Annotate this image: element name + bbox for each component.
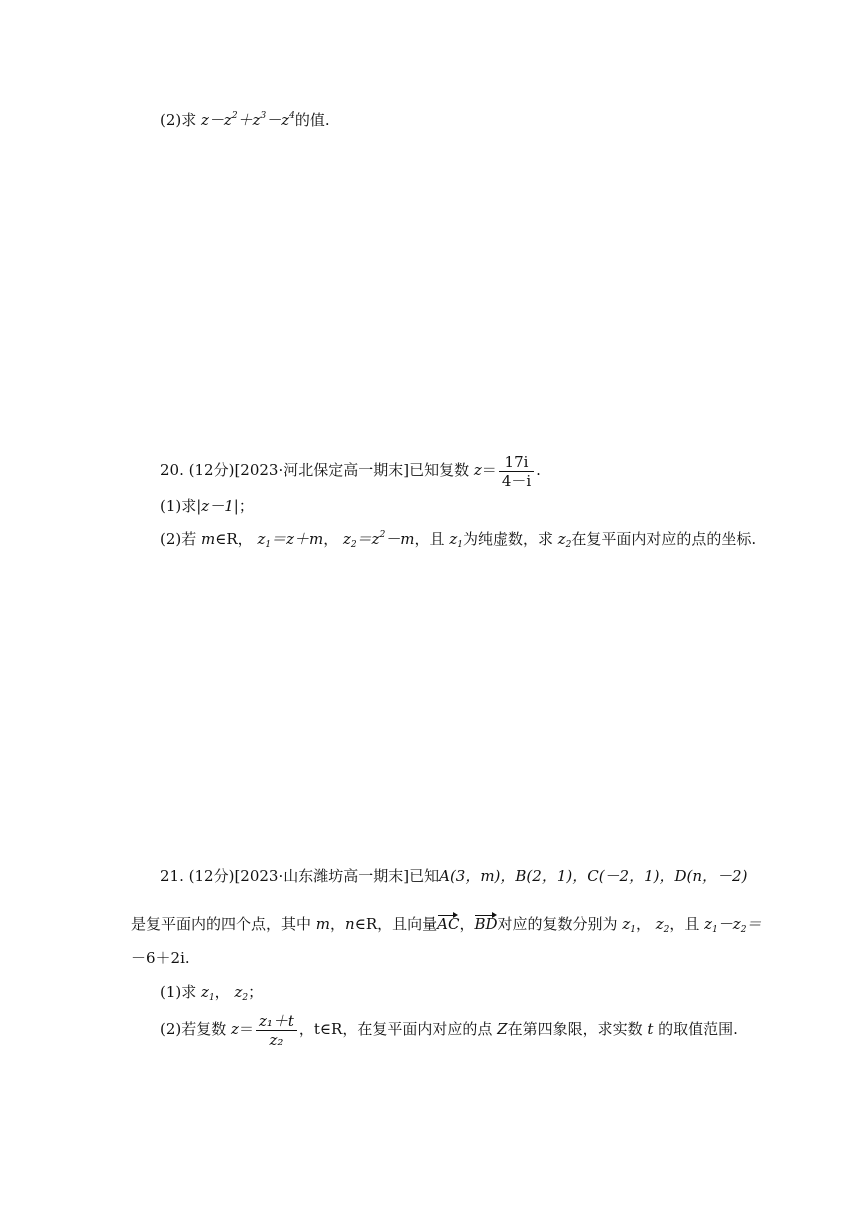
q19-part2 bbox=[160, 110, 330, 130]
q20-fraction-denominator: 4－i bbox=[501, 471, 532, 490]
q21-line2: 是复平面内的四个点，其中 m，n∈R，且向量AC，BD对应的复数分别为 $z_1$， $z_2$，且 $z_1-z_2=$ bbox=[131, 912, 761, 934]
q21-part1-label: (1)求 bbox=[160, 983, 197, 1001]
q20-stem-text: 已知复数 bbox=[409, 461, 470, 479]
q21-stem-text: 已知 bbox=[409, 867, 440, 885]
q21-part2: (2)若复数 z＝ $\frac{\text{z₁＋t}}{\text{z₂}}$ ，t∈R，在复平面内对应的点 Z在第四象限，求实数 t 的取值范围. bbox=[160, 1011, 738, 1049]
q21-line2-b: ∈R，且向量 bbox=[354, 915, 438, 933]
q20-part2: (2)若 m∈R， $z_1=z+m$， $z_2=z^2-m$，且 $z_1$为纯虚数，求 $z_2$在复平面内对应的点的坐标. bbox=[160, 530, 757, 550]
q21-line3-text: －6＋2i. bbox=[131, 949, 190, 967]
q20-number: 20. bbox=[160, 461, 184, 479]
q20-source: [2023·河北保定高一期末] bbox=[234, 461, 410, 479]
q21-line3 bbox=[131, 948, 190, 968]
q21-score: (12分) bbox=[188, 867, 235, 885]
q21-source: [2023·山东潍坊高一期末] bbox=[234, 867, 410, 885]
q19-part2-expression: $z-z^2+z^3-z^4$ bbox=[201, 111, 295, 129]
q20-part2-text-b: 为纯虚数，求 bbox=[462, 530, 553, 548]
q20-part1-label: (1)求 bbox=[160, 497, 197, 515]
q21-part2-text-a: ，t∈R，在复平面内对应的点 bbox=[298, 1020, 493, 1038]
q20-stem: 20. (12分)[2023·河北保定高一期末]已知复数 z＝ $\frac{17i}{4-i}$ . bbox=[160, 452, 541, 490]
q20-part1 bbox=[160, 496, 254, 516]
q20-z2-def: $z_2=z^2-m$ bbox=[343, 530, 415, 550]
q20-part2-label: (2)若 bbox=[160, 530, 197, 548]
q21-number: 21. bbox=[160, 867, 184, 885]
q20-part1-expression: |z－1| bbox=[196, 497, 239, 515]
q20-fraction bbox=[499, 453, 534, 490]
q21-vector-bd: BD bbox=[474, 912, 497, 934]
q21-fraction-numerator: z₁＋t bbox=[256, 1012, 297, 1031]
q21-part1: (1)求 $z_1$， $z_2$； bbox=[160, 983, 264, 1003]
q21-line2-a: 是复平面内的四个点，其中 bbox=[131, 915, 312, 933]
q20-fraction-numerator: 17i bbox=[499, 453, 534, 472]
q20-part1-tail: ； bbox=[238, 497, 254, 515]
q20-score: (12分) bbox=[188, 461, 235, 479]
q19-part2-tail: 的值. bbox=[294, 111, 330, 129]
q21-part2-label: (2)若复数 bbox=[160, 1020, 227, 1038]
q21-stem bbox=[160, 866, 747, 886]
q20-z-var: z bbox=[473, 461, 482, 479]
q21-vector-ac: AC bbox=[437, 912, 459, 934]
q21-fraction bbox=[256, 1012, 297, 1049]
q19-part2-label: (2)求 bbox=[160, 111, 197, 129]
q21-part2-text-c: 的取值范围. bbox=[658, 1020, 738, 1038]
q20-part2-text-c: 在复平面内对应的点的坐标. bbox=[571, 530, 757, 548]
q21-fraction-denominator: z₂ bbox=[269, 1030, 284, 1049]
q20-z1-def: $z_1=z+m$ bbox=[257, 530, 324, 550]
q21-z-diff: $z_1-z_2=$ bbox=[704, 915, 762, 935]
q21-part2-text-b: 在第四象限，求实数 bbox=[507, 1020, 643, 1038]
q20-part2-text-a: ∈R， bbox=[215, 530, 253, 548]
q21-line2-c: 对应的复数分别为 bbox=[497, 915, 618, 933]
q21-points: A(3，m)，B(2，1)，C(－2，1)，D(n，－2) bbox=[439, 867, 748, 885]
